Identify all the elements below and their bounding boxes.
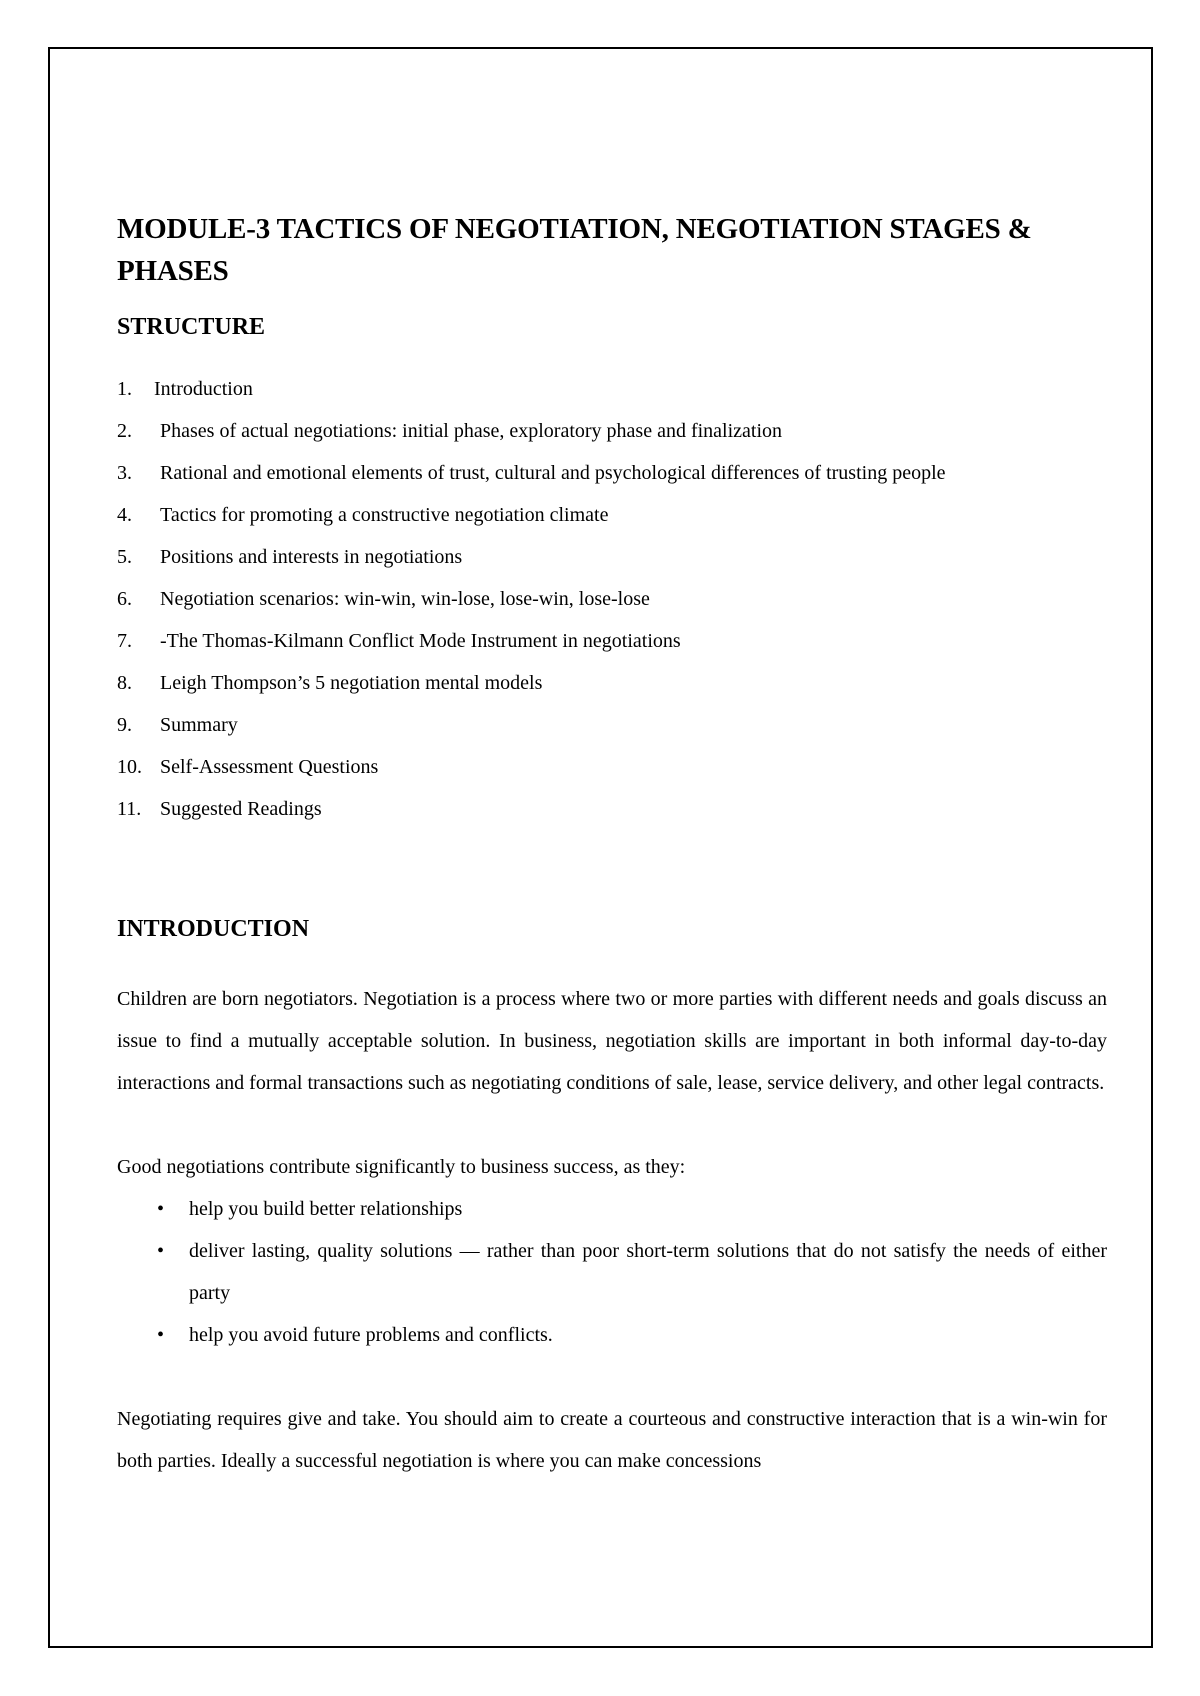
list-item-text: Leigh Thompson’s 5 negotiation mental models bbox=[160, 672, 543, 694]
list-item-text: Negotiation scenarios: win-win, win-lose, lose-win, lose-lose bbox=[160, 588, 650, 610]
list-item-number: 5. bbox=[117, 546, 132, 568]
list-item-text: -The Thomas-Kilmann Conflict Mode Instrument in negotiations bbox=[160, 630, 681, 652]
list-item bbox=[117, 452, 1107, 494]
list-item bbox=[117, 578, 1107, 620]
bullet-item: • help you avoid future problems and conflicts. bbox=[189, 1314, 1107, 1356]
list-item-number: 6. bbox=[117, 588, 132, 610]
list-item bbox=[117, 410, 1107, 452]
list-item bbox=[117, 704, 1107, 746]
introduction-heading: INTRODUCTION bbox=[117, 916, 310, 942]
page-title: MODULE-3 TACTICS OF NEGOTIATION, NEGOTIATION STAGES & PHASES bbox=[117, 213, 1032, 287]
list-item bbox=[117, 536, 1107, 578]
bullet-item: • deliver lasting, quality solutions — rather than poor short-term solutions that do not satisfy the needs of either party bbox=[189, 1230, 1107, 1314]
structure-heading: STRUCTURE bbox=[117, 314, 266, 340]
list-item-text: Introduction bbox=[154, 378, 253, 400]
introduction-paragraph-2: Good negotiations contribute significantly to business success, as they: bbox=[117, 1156, 686, 1178]
introduction-paragraph-3: Negotiating requires give and take. You should aim to create a courteous and constructive interaction that is a win-win for both parties. Ideally a successful negotiation is where you can make concessions bbox=[117, 1408, 1107, 1472]
list-item-text: Self-Assessment Questions bbox=[160, 756, 379, 778]
structure-list bbox=[117, 368, 1107, 830]
list-item bbox=[117, 746, 1107, 788]
document-body bbox=[117, 208, 1107, 1482]
introduction-paragraph-1: Children are born negotiators. Negotiation is a process where two or more parties with different needs and goals discuss an issue to find a mutually acceptable solution. In business, negotiation skills are important in both informal day-to-day interactions and formal transactions such as negotiating conditions of sale, lease, service delivery, and other legal contracts. bbox=[117, 988, 1107, 1094]
list-item-text: Summary bbox=[160, 714, 238, 736]
list-item-text: Phases of actual negotiations: initial phase, exploratory phase and finalization bbox=[160, 420, 783, 442]
list-item-number: 11. bbox=[117, 798, 142, 820]
list-item-number: 9. bbox=[117, 714, 132, 736]
list-item-number: 10. bbox=[117, 756, 142, 778]
benefits-list bbox=[117, 1188, 1107, 1356]
list-item-number: 7. bbox=[117, 630, 132, 652]
list-item bbox=[117, 494, 1107, 536]
list-item bbox=[117, 662, 1107, 704]
list-item-number: 3. bbox=[117, 462, 132, 484]
list-item bbox=[117, 620, 1107, 662]
list-item-text: Rational and emotional elements of trust, cultural and psychological differences of trusting people bbox=[160, 462, 946, 484]
list-item bbox=[117, 788, 1107, 830]
list-item-number: 1. bbox=[117, 378, 132, 400]
list-item bbox=[117, 368, 1107, 410]
list-item-text: Tactics for promoting a constructive negotiation climate bbox=[160, 504, 609, 526]
list-item-number: 4. bbox=[117, 504, 132, 526]
list-item-text: Suggested Readings bbox=[160, 798, 322, 820]
bullet-item: • help you build better relationships bbox=[189, 1188, 1107, 1230]
list-item-text: Positions and interests in negotiations bbox=[160, 546, 463, 568]
list-item-number: 8. bbox=[117, 672, 132, 694]
list-item-number: 2. bbox=[117, 420, 132, 442]
